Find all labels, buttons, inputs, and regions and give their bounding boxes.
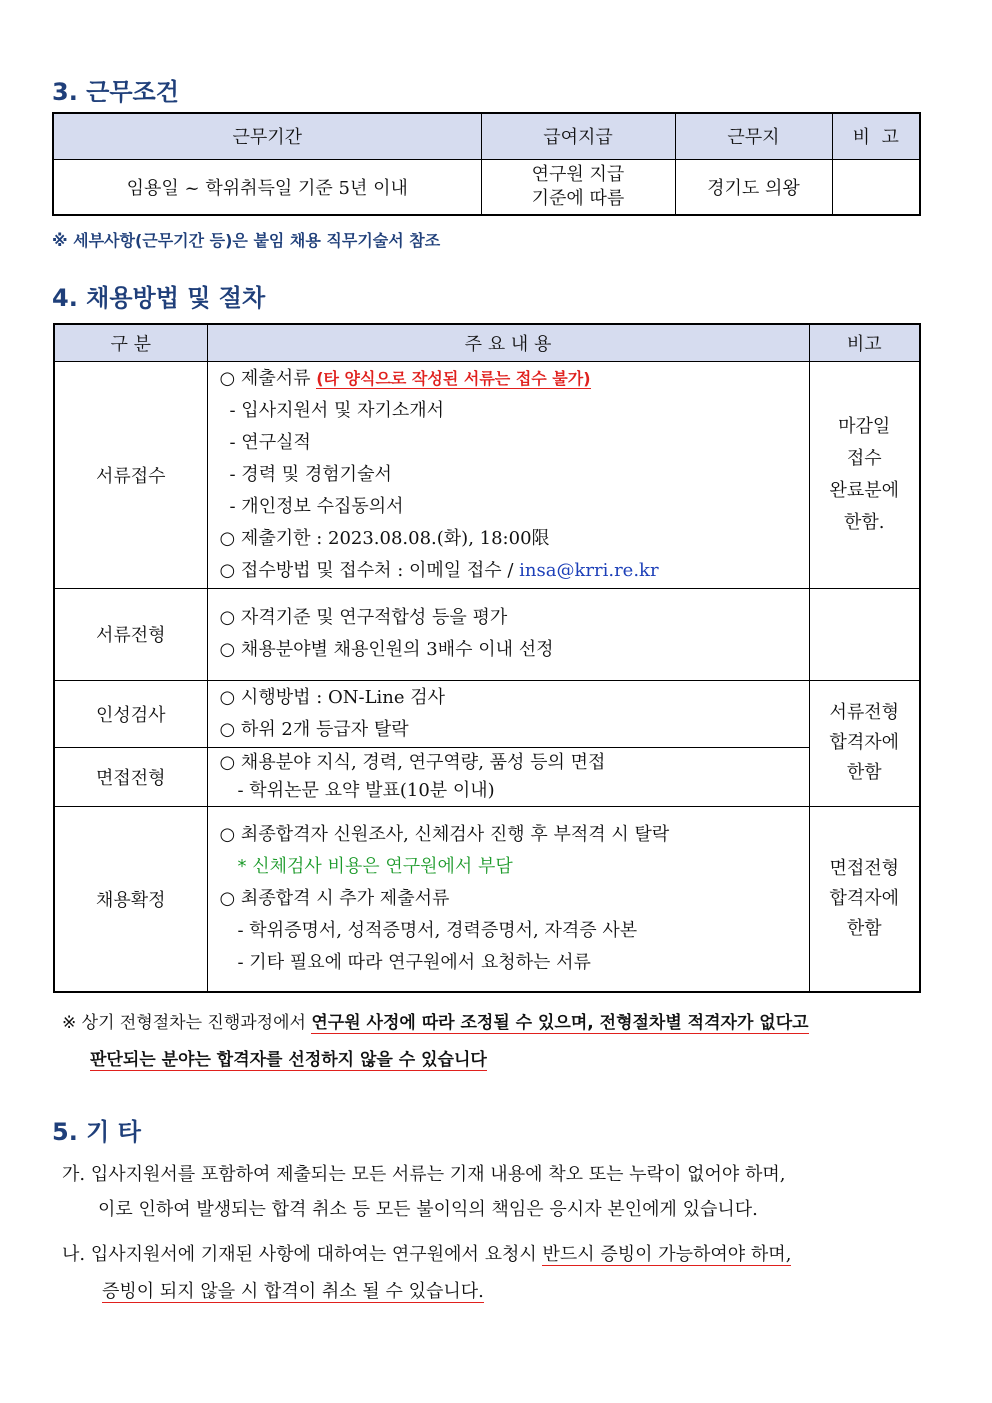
- personality-note-3: 한함: [846, 762, 882, 783]
- doc-receipt-line1: [220, 363, 808, 395]
- doc-receipt-note-2: 접수: [846, 447, 882, 469]
- confirm-line1: ○ 최종합격자 신원조사, 신체검사 진행 후 부적격 시 탈락: [219, 823, 670, 845]
- confirm-line2: * 신체검사 비용은 연구원에서 부담: [237, 855, 513, 877]
- header-content: 주 요 내 용: [207, 324, 809, 361]
- section-3-title: 3. 근무조건: [52, 78, 179, 106]
- section-5-title: 5. 기 타: [52, 1118, 141, 1146]
- doc-receipt-warning: (타 양식으로 작성된 서류는 접수 불가): [316, 368, 591, 388]
- cell-interview-content: [207, 747, 809, 806]
- item-ga-line2: 이로 인하여 발생되는 합격 취소 등 모든 불이익의 책임은 응시자 본인에게 있습니다.: [98, 1199, 758, 1220]
- header-place: 근무지: [675, 113, 832, 159]
- section-4-footnote-line1: [62, 1005, 809, 1041]
- confirm-note-2: 합격자에: [829, 887, 900, 909]
- row-label-doc-receipt: 서류접수: [54, 361, 207, 588]
- cell-pay: [481, 159, 675, 215]
- doc-receipt-note-4: 한함.: [844, 511, 885, 533]
- section-4-footnote-bold1: 연구원 사정에 따라 조정될 수 있으며, 전형절차별 적격자가 없다고: [311, 1013, 809, 1033]
- row-label-doc-screen: 서류전형: [54, 588, 207, 680]
- cell-doc-receipt-note: [809, 361, 920, 588]
- item-na-prefix: 나. 입사지원서에 기재된 사항에 대하여는 연구원에서 요청시: [62, 1244, 543, 1265]
- header-period: 근무기간: [53, 113, 481, 159]
- doc-receipt-line2: - 입사지원서 및 자기소개서: [229, 399, 445, 421]
- interview-line2: - 학위논문 요약 발표(10분 이내): [237, 779, 495, 801]
- item-ga-line1: 가. 입사지원서를 포함하여 제출되는 모든 서류는 기재 내용에 착오 또는 누락이 없어야 하며,: [62, 1164, 786, 1185]
- item-na-underline1: 반드시 증빙이 가능하여야 하며,: [542, 1244, 792, 1265]
- header-pay: 급여지급: [481, 113, 675, 159]
- row-label-personality: 인성검사: [54, 680, 207, 747]
- cell-place: 경기도 의왕: [675, 159, 832, 215]
- email-link[interactable]: insa@krri.re.kr: [519, 559, 659, 581]
- row-label-interview: 면접전형: [54, 747, 207, 806]
- cell-pay-line1: 연구원 지급: [531, 163, 625, 185]
- personality-line2: ○ 하위 2개 등급자 탈락: [219, 718, 409, 740]
- procedure-table: [53, 323, 921, 993]
- cell-confirm-note: [809, 806, 920, 992]
- doc-receipt-line7: [220, 555, 808, 587]
- header-note: 비 고: [832, 113, 920, 159]
- item-na-line1: [62, 1237, 791, 1273]
- cell-personality-interview-note: [809, 680, 920, 806]
- personality-note-2: 합격자에: [829, 732, 900, 753]
- cell-personality-content: [207, 680, 809, 747]
- doc-screen-line1: ○ 자격기준 및 연구적합성 등을 평가: [219, 607, 508, 628]
- confirm-note-3: 한함: [846, 917, 882, 939]
- confirm-line5: - 기타 필요에 따라 연구원에서 요청하는 서류: [237, 951, 591, 973]
- doc-receipt-line7-prefix: ○ 접수방법 및 접수처 : 이메일 접수 /: [219, 559, 520, 581]
- confirm-line4: - 학위증명서, 성적증명서, 경력증명서, 자격증 사본: [237, 919, 638, 941]
- section-4-footnote-prefix: ※ 상기 전형절차는 진행과정에서: [62, 1013, 312, 1033]
- section-4-footnote-bold2: 판단되는 분야는 합격자를 선정하지 않을 수 있습니다: [90, 1050, 487, 1070]
- doc-receipt-line4: - 경력 및 경험기술서: [229, 463, 392, 485]
- doc-receipt-line6: ○ 제출기한 : 2023.08.08.(화), 18:00限: [219, 527, 550, 549]
- doc-receipt-note-1: 마감일: [838, 415, 891, 437]
- interview-line1: ○ 채용분야 지식, 경력, 연구역량, 품성 등의 면접: [219, 751, 606, 773]
- row-label-confirm: 채용확정: [54, 806, 207, 992]
- doc-receipt-note-3: 완료분에: [829, 479, 900, 501]
- cell-doc-receipt-content: [207, 361, 809, 588]
- header-remark: 비고: [809, 324, 920, 361]
- doc-receipt-line1-prefix: ○ 제출서류: [219, 367, 317, 389]
- confirm-line3: ○ 최종합격 시 추가 제출서류: [219, 887, 450, 909]
- header-category: 구 분: [54, 324, 207, 361]
- item-na-line2: [102, 1274, 484, 1310]
- cell-period: 임용일 ~ 학위취득일 기준 5년 이내: [53, 159, 481, 215]
- cell-doc-screen-note: [809, 588, 920, 680]
- personality-line1: ○ 시행방법 : ON-Line 검사: [219, 686, 446, 708]
- section-4-footnote-line2: [90, 1042, 487, 1078]
- section-4-title: 4. 채용방법 및 절차: [52, 284, 266, 312]
- cell-pay-line2: 기준에 따름: [531, 187, 625, 209]
- cell-doc-screen-content: [207, 588, 809, 680]
- doc-receipt-line3: - 연구실적: [229, 431, 311, 453]
- doc-screen-line2: ○ 채용분야별 채용인원의 3배수 이내 선정: [219, 639, 554, 660]
- work-conditions-table: [52, 112, 921, 216]
- cell-confirm-content: [207, 806, 809, 992]
- cell-note: [832, 159, 920, 215]
- personality-note-1: 서류전형: [829, 702, 900, 723]
- confirm-note-1: 면접전형: [829, 857, 900, 879]
- section-3-footnote: ※ 세부사항(근무기간 등)은 붙임 채용 직무기술서 참조: [52, 231, 441, 250]
- doc-receipt-line5: - 개인정보 수집동의서: [229, 495, 404, 517]
- item-na-underline2: 증빙이 되지 않을 시 합격이 취소 될 수 있습니다.: [102, 1281, 484, 1302]
